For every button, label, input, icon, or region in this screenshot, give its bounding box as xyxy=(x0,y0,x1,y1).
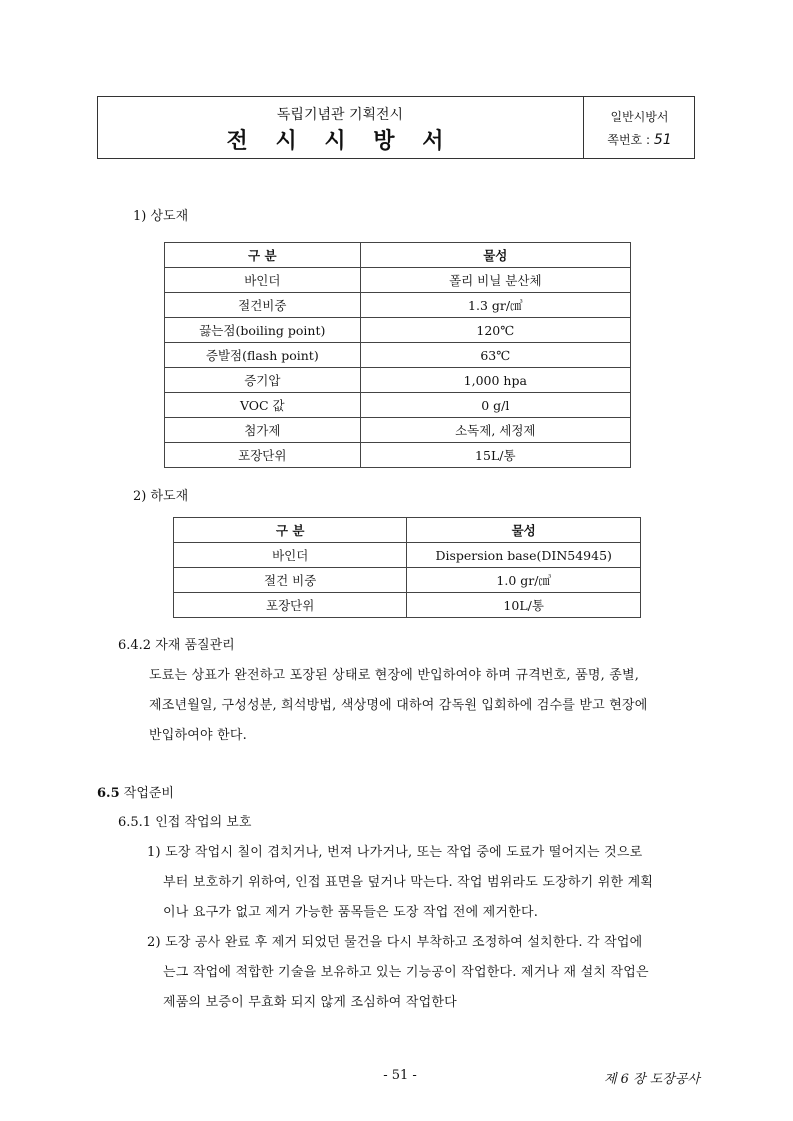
column-header: 구 분 xyxy=(174,518,407,543)
table-row xyxy=(174,543,641,568)
table-cell: 10L/통 xyxy=(407,593,641,618)
paragraph-line: 제품의 보증이 무효화 되지 않게 조심하여 작업한다 xyxy=(163,995,457,1010)
paragraph-line: 부터 보호하기 위하여, 인접 표면을 덮거나 막는다. 작업 범위라도 도장하기 위한 계획 xyxy=(163,875,654,890)
header-doc-type: 일반시방서 xyxy=(610,110,669,124)
header-organization: 독립기념관 기획전시 xyxy=(276,107,404,123)
table-row xyxy=(165,368,631,393)
column-header: 물성 xyxy=(360,243,630,268)
quality-heading: 6.4.2 자재 품질관리 xyxy=(118,638,235,653)
table-row xyxy=(165,443,631,468)
paragraph-line: 도료는 상표가 완전하고 포장된 상태로 현장에 반입하여야 하며 규격번호, 품명, 종별, xyxy=(149,668,640,683)
paragraph-line: 는그 작업에 적합한 기술을 보유하고 있는 기능공이 작업한다. 제거나 재 설치 작업은 xyxy=(163,965,649,980)
table-cell: 1,000 hpa xyxy=(360,368,630,393)
section-heading-prep xyxy=(97,782,174,801)
header-page-number xyxy=(584,131,695,148)
paragraph-line: 이나 요구가 없고 제거 가능한 품목들은 도장 작업 전에 제거한다. xyxy=(163,905,539,920)
table-header-row xyxy=(165,243,631,268)
table-cell: 증발점(flash point) xyxy=(165,343,361,368)
table-row xyxy=(165,418,631,443)
top-coat-spec-table xyxy=(164,242,631,468)
page-number-value: 51 xyxy=(653,132,672,148)
table-cell: 120℃ xyxy=(360,318,630,343)
table-cell: 바인더 xyxy=(174,543,407,568)
page-title: 전 시 시 방 서 xyxy=(226,129,454,154)
table-cell: 포장단위 xyxy=(165,443,361,468)
table-cell: 첨가제 xyxy=(165,418,361,443)
table-cell: 포장단위 xyxy=(174,593,407,618)
section-title: 작업준비 xyxy=(119,786,174,801)
page-label: 쪽번호 : xyxy=(607,133,654,147)
table-cell: 1.0 gr/㎤ xyxy=(407,568,641,593)
table-header-row xyxy=(174,518,641,543)
table-cell: 1.3 gr/㎤ xyxy=(360,293,630,318)
table-cell: 폴리 비닐 분산체 xyxy=(360,268,630,293)
table-cell: 끓는점(boiling point) xyxy=(165,318,361,343)
table-cell: 절건비중 xyxy=(165,293,361,318)
section-heading-primer: 2) 하도재 xyxy=(133,489,189,504)
table-cell: 15L/통 xyxy=(360,443,630,468)
footer-chapter: 제 6 장 도장공사 xyxy=(603,1072,700,1087)
header-divider xyxy=(583,96,584,159)
table-cell: 소독제, 세정제 xyxy=(360,418,630,443)
table-row xyxy=(165,268,631,293)
table-row xyxy=(165,393,631,418)
column-header: 물성 xyxy=(407,518,641,543)
table-cell: 0 g/l xyxy=(360,393,630,418)
table-row xyxy=(174,568,641,593)
subsection-heading: 6.5.1 인접 작업의 보호 xyxy=(118,815,252,830)
paragraph-line: 2) 도장 공사 완료 후 제거 되었던 물건을 다시 부착하고 조정하여 설치한다. 각 작업에 xyxy=(147,935,643,950)
table-cell: Dispersion base(DIN54945) xyxy=(407,543,641,568)
table-row xyxy=(165,343,631,368)
section-heading-top-coat: 1) 상도재 xyxy=(133,209,189,224)
paragraph-line: 1) 도장 작업시 칠이 겹치거나, 번져 나가거나, 또는 작업 중에 도료가 떨어지는 것으로 xyxy=(147,845,643,860)
table-cell: 바인더 xyxy=(165,268,361,293)
paragraph-line: 제조년월일, 구성성분, 희석방법, 색상명에 대하여 감독원 입회하에 검수를 받고 현장에 xyxy=(149,698,648,713)
table-row xyxy=(174,593,641,618)
table-cell: 63℃ xyxy=(360,343,630,368)
paragraph-line: 반입하여야 한다. xyxy=(149,728,247,743)
table-row xyxy=(165,293,631,318)
table-cell: VOC 값 xyxy=(165,393,361,418)
column-header: 구 분 xyxy=(165,243,361,268)
primer-spec-table xyxy=(173,517,641,618)
footer-page-number: - 51 - xyxy=(383,1068,417,1083)
table-cell: 절건 비중 xyxy=(174,568,407,593)
table-cell: 증기압 xyxy=(165,368,361,393)
table-row xyxy=(165,318,631,343)
section-number: 6.5 xyxy=(97,786,120,801)
